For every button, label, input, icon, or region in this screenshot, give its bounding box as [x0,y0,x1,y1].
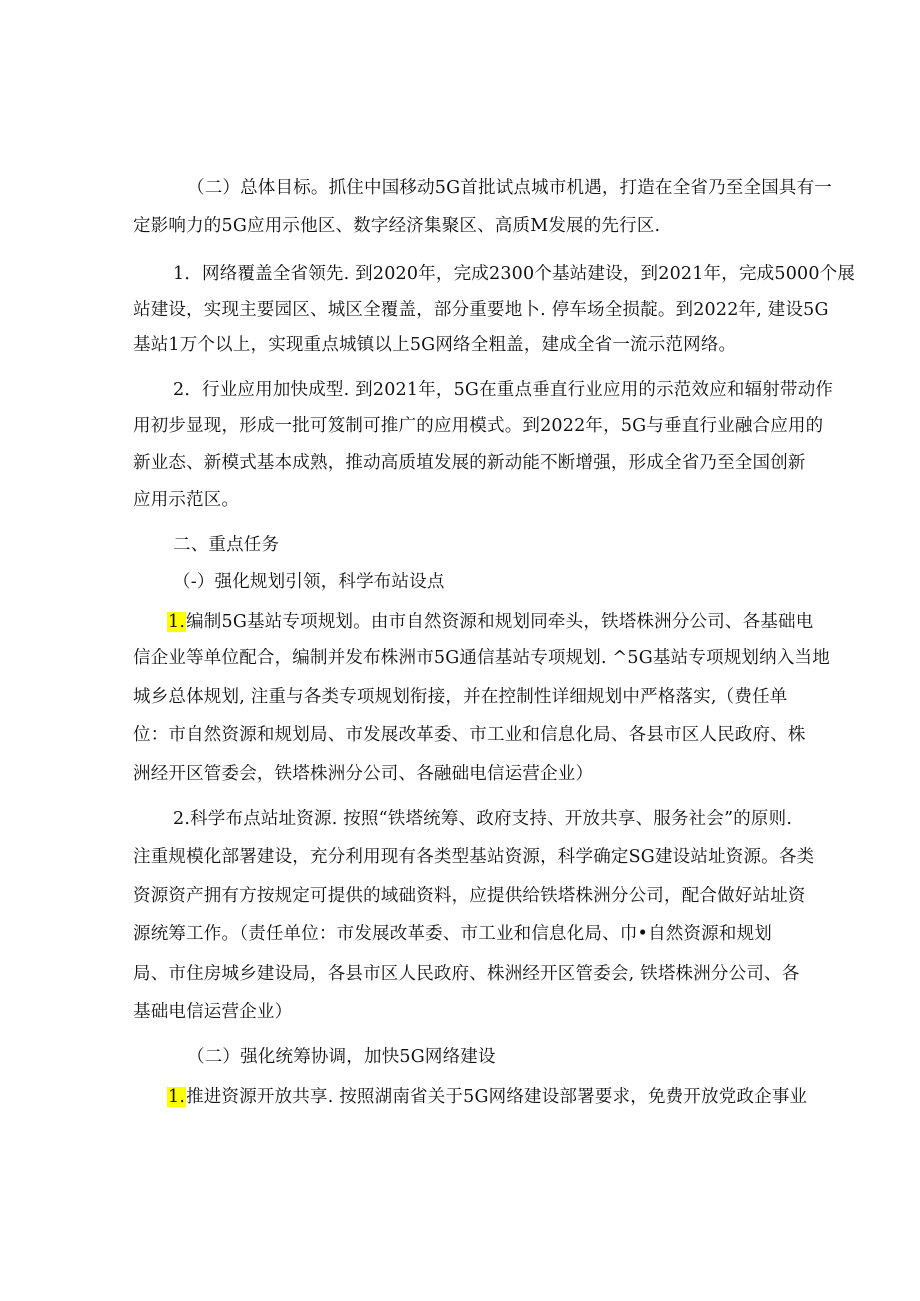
text-line: 定影响力的5G应用示他区、数字经济集聚区、高质M发展的先行区. [133,216,661,236]
text-line: 信企业等单位配合，编制并发布株洲市5G通信基站专项规划. ^5G基站专项规划纳入当地 [133,648,830,668]
text-line: 2．行业应用加快成型. 到2021年，5G在重点垂直行业应用的示范效应和辐射带动作 [173,380,834,400]
text-line: 站建设，实现主要园区、城区全覆盖，部分重要地卜. 停车场全损靛。到2022年, 建设5G [133,300,829,320]
text-line: 1.编制5G基站专项规划。由市自然资源和规划同牵头，铁塔株洲分公司、各基础电 [168,612,814,632]
text-line: 新业态、新模式基本成熟，推动高质埴发展的新动能不断增强，形成全省乃至全国创新 [133,453,806,473]
highlight-mark: 1. [168,1087,186,1107]
subsection-heading: （二）强化统筹协调，加快5G网络建设 [187,1047,496,1067]
text-line: 局、市住房城乡建设局，各县市区人民政府、株洲经开区管委会, 铁塔株洲分公司、各 [133,964,800,984]
highlight-mark: 1. [168,612,186,632]
text-line: （二）总体目标。抓住中国移动5G首批试点城市机遇，打造在全省乃至全国具有一 [187,178,833,198]
text-line: 2.科学布点站址资源. 按照“铁塔统筹、政府支持、开放共享、服务社会”的原则. [173,809,793,829]
text-line: 1.推进资源开放共享. 按照湖南省关于5G网络建设部署要求，免费开放党政企事业 [168,1087,808,1107]
text-line: 基础电信运营企业） [133,1002,293,1022]
text-line: 应用示范区。 [133,490,240,510]
section-heading: 二、重点任务 [173,535,280,555]
text-line: 注重规模化部署建设，充分利用现有各类型基站资源，科学确定SG建设站址资源。各类 [133,847,815,867]
text-line: 用初步显现，形成一批可笈制可推广的应用模式。到2022年，5G与垂直行业融合应用的 [133,416,824,436]
subsection-heading: （-）强化规划引领，科学布站设点 [173,572,445,592]
text-line: 洲经开区管委会，铁塔株洲分公司、各融础电信运营企业） [133,764,594,784]
text-line: 源统筹工作。（责任单位：市发展改革委、市工业和信息化局、巾•自然资源和规划 [133,924,772,944]
text-line: 城乡总体规划, 注重与各类专项规划衔接，并在控制性详细规划中严格落实,（费任单 [133,687,788,707]
text-line: 基站1万个以上，实现重点城镇以上5G网络全粗盖，建成全省一流示范网络。 [133,335,737,355]
text-line: 位：市自然资源和规划局、市发展改革委、市工业和信息化局、各县市区人民政府、株 [133,725,806,745]
text-line: 资源资产拥有方按规定可提供的域础资料，应提供给铁塔株洲分公司，配合做好站址资 [133,886,806,906]
text-line: 1．网络覆盖全省领先. 到2020年，完成2300个基站建设，到2021年，完成5000个展 [173,264,856,284]
